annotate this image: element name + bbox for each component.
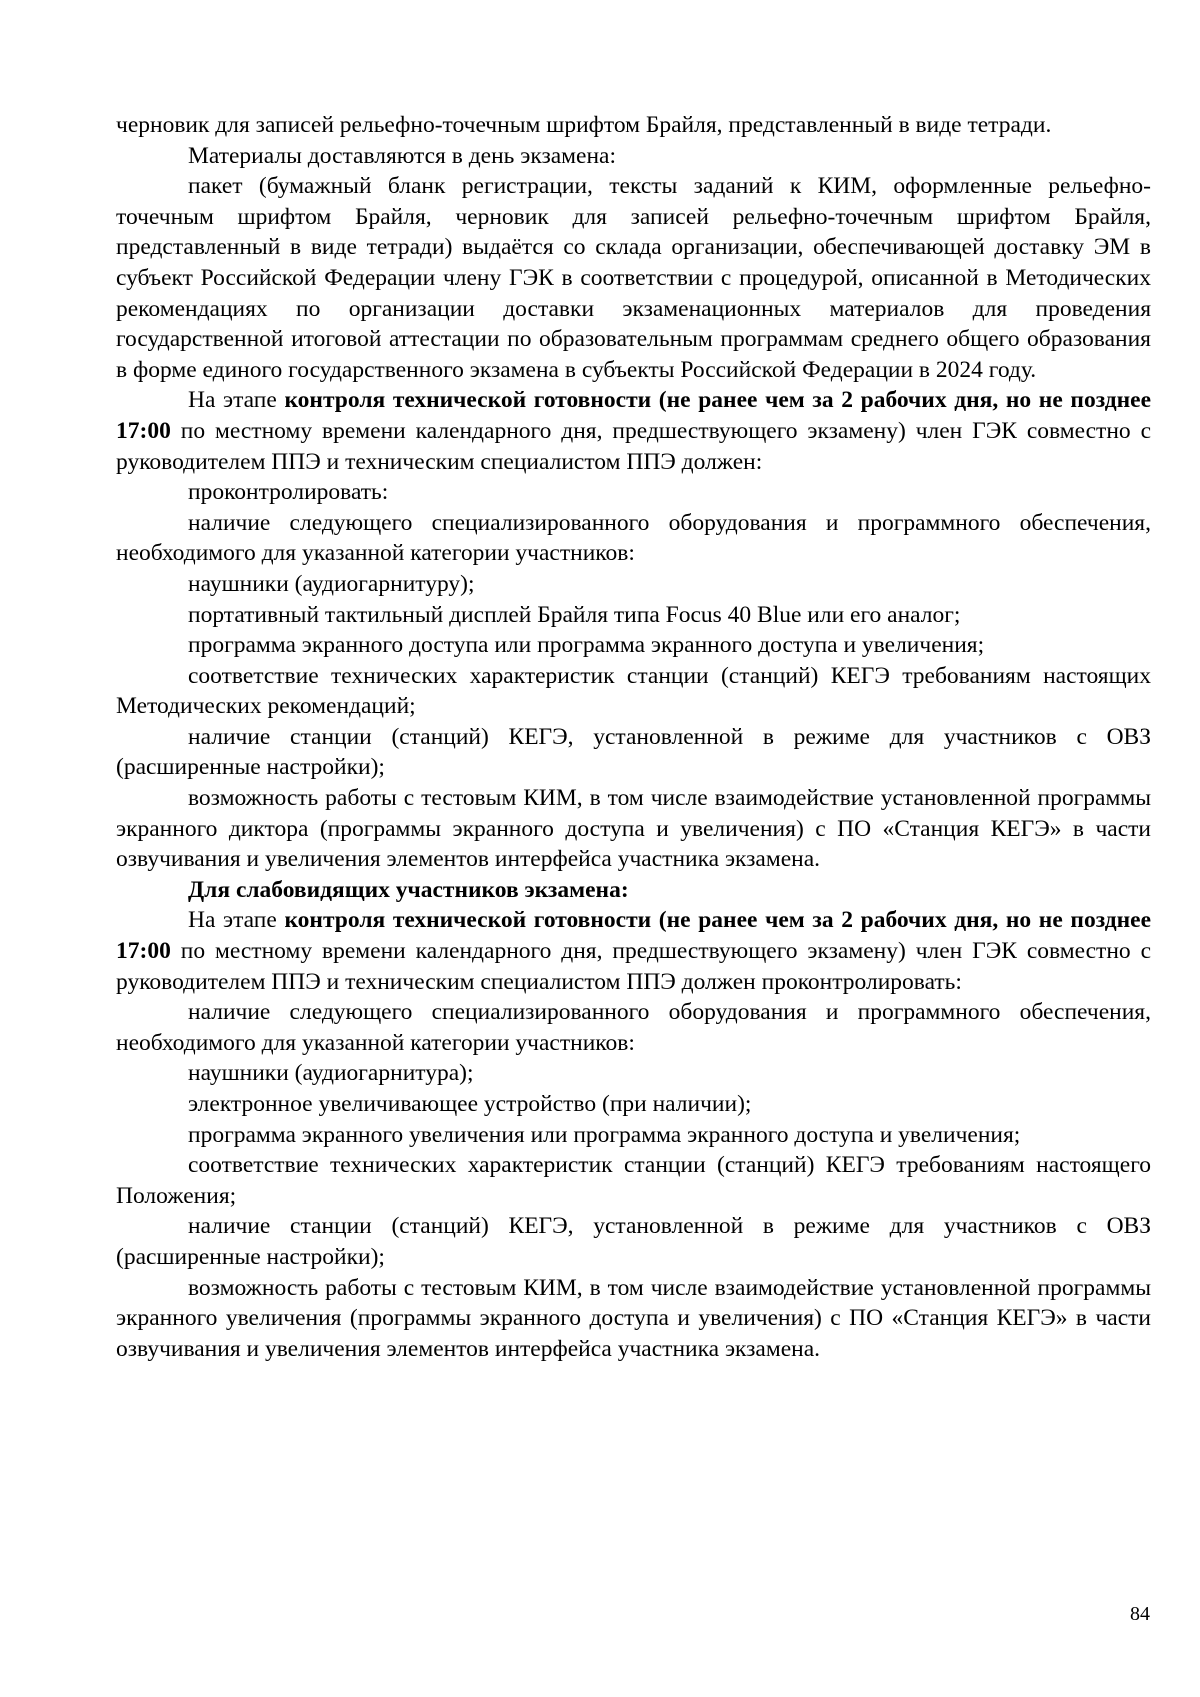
paragraph-1: черновик для записей рельефно-точечным шрифтом Брайля, представленный в виде тетради. bbox=[116, 112, 1052, 138]
paragraph-15: наличие следующего специализированного оборудования и программного обеспечения, необходимого для указанной категории участников: bbox=[116, 999, 1151, 1056]
paragraph-14-rest: по местному времени календарного дня, предшествующего экзамену) член ГЭК совместно с руководителем ППЭ и техническим специалистом ППЭ должен проконтролировать: bbox=[116, 938, 1151, 995]
paragraph-4-lead: На этапе bbox=[188, 387, 285, 414]
paragraph-14-bold: контроля технической готовности (не ранее чем за 2 рабочих дня, но не позднее 17:00 bbox=[116, 907, 1152, 965]
paragraph-4 bbox=[116, 385, 1151, 477]
paragraph-9: программа экранного доступа или программа экранного доступа и увеличения; bbox=[188, 632, 985, 659]
document-body bbox=[116, 110, 1151, 1364]
paragraph-19: соответствие технических характеристик станции (станций) КЕГЭ требованиям настоящего Положения; bbox=[116, 1152, 1151, 1209]
paragraph-4-rest: по местному времени календарного дня, предшествующего экзамену) член ГЭК совместно с руководителем ППЭ и техническим специалистом ППЭ должен: bbox=[116, 417, 1151, 475]
paragraph-20: наличие станции (станций) КЕГЭ, установленной в режиме для участников с ОВЗ (расширенные настройки); bbox=[116, 1213, 1151, 1270]
paragraph-21: возможность работы с тестовым КИМ, в том числе взаимодействие установленной программы экранного увеличения (программы экранного доступа и увеличения) с ПО «Станция КЕГЭ» в части озвучивания и увеличения элементов интерфейса участника экзамена. bbox=[116, 1274, 1151, 1362]
paragraph-4-bold: контроля технической готовности (не ранее чем за 2 рабочих дня, но не позднее 17:00 bbox=[116, 387, 1152, 444]
paragraph-3: пакет (бумажный бланк регистрации, тексты заданий к КИМ, оформленные рельефно-точечным шрифтом Брайля, черновик для записей рельефно-точечным шрифтом Брайля, представленный в виде тетради) выдаётся со склада организации, обеспечивающей доставку ЭМ в субъект Российской Федерации члену ГЭК в соответствии с процедурой, описанной в Методических рекомендациях по организации доставки экзаменационных материалов для проведения государственной итоговой аттестации по образовательным программам среднего общего образования в форме единого государственного экзамена в субъекты Российской Федерации в 2024 году. bbox=[116, 173, 1151, 383]
page-number: 84 bbox=[1130, 1603, 1150, 1625]
paragraph-14 bbox=[116, 905, 1151, 997]
paragraph-11: наличие станции (станций) КЕГЭ, установленной в режиме для участников с ОВЗ (расширенные настройки); bbox=[116, 723, 1151, 781]
paragraph-2: Материалы доставляются в день экзамена: bbox=[188, 142, 616, 169]
paragraph-6: наличие следующего специализированного оборудования и программного обеспечения, необходимого для указанной категории участников: bbox=[116, 509, 1151, 567]
paragraph-16: наушники (аудиогарнитура); bbox=[188, 1060, 474, 1087]
paragraph-5: проконтролировать: bbox=[188, 479, 389, 506]
paragraph-12: возможность работы с тестовым КИМ, в том числе взаимодействие установленной программы экранного диктора (программы экранного доступа и увеличения) с ПО «Станция КЕГЭ» в части озвучивания и увеличения элементов интерфейса участника экзамена. bbox=[116, 785, 1151, 873]
paragraph-17: электронное увеличивающее устройство (при наличии); bbox=[188, 1091, 752, 1117]
paragraph-14-lead: На этапе bbox=[188, 907, 285, 934]
paragraph-7: наушники (аудиогарнитуру); bbox=[188, 570, 475, 597]
section-heading-text: Для слабовидящих участников экзамена: bbox=[188, 876, 629, 903]
section-heading bbox=[116, 875, 1151, 906]
paragraph-18: программа экранного увеличения или программа экранного доступа и увеличения; bbox=[188, 1121, 1021, 1148]
paragraph-8: портативный тактильный дисплей Брайля типа Focus 40 Blue или его аналог; bbox=[188, 601, 961, 628]
paragraph-10: соответствие технических характеристик станции (станций) КЕГЭ требованиям настоящих Методических рекомендаций; bbox=[116, 662, 1151, 720]
